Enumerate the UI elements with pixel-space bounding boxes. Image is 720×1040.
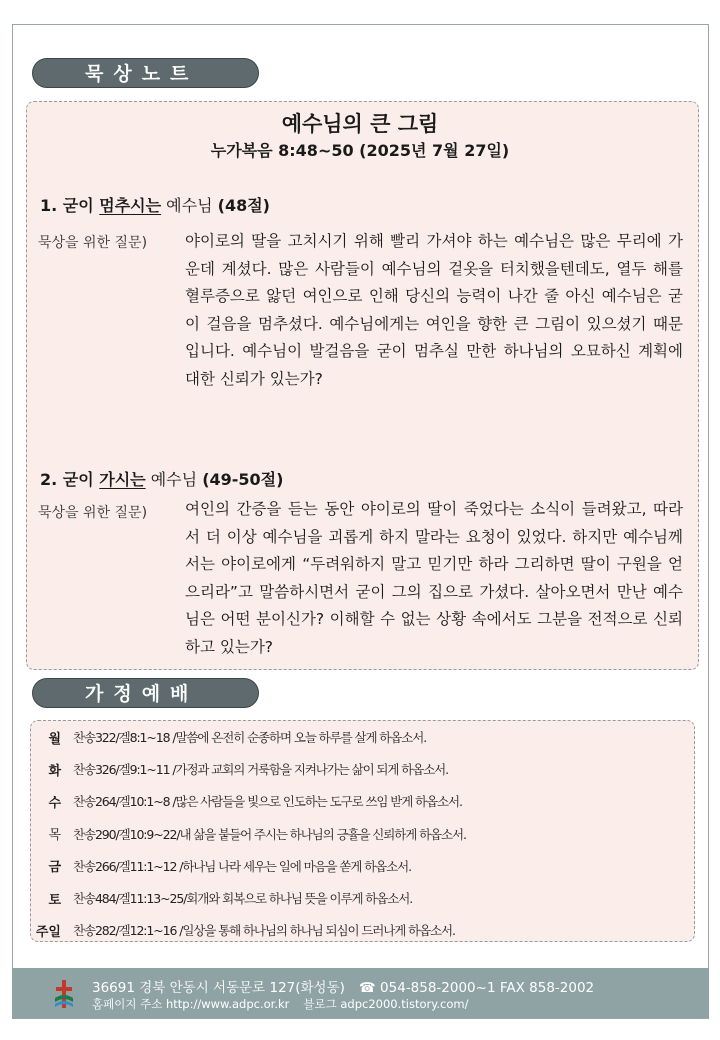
worship-text: 찬송264/겔10:1~8 /많은 사람들을 빛으로 인도하는 도구로 쓰임 받게 하옵소서. bbox=[73, 794, 462, 810]
section-2-suffix: 예수님 bbox=[145, 470, 203, 489]
worship-day: 수 bbox=[48, 795, 61, 811]
blog-link[interactable]: 블로그 adpc2000.tistory.com/ bbox=[303, 997, 469, 1011]
church-phone: ☎ 054-858-2000~1 FAX 858-2002 bbox=[358, 980, 595, 996]
worship-text: 찬송484/겔11:13~25/회개와 회복으로 하나님 뜻을 이루게 하옵소서. bbox=[73, 891, 413, 907]
section-2-question-text: 여인의 간증을 듣는 동안 야이로의 딸이 죽었다는 소식이 들려왔고, 따라서 더 이상 예수님을 괴롭게 하지 말라는 요청이 있었다. 하지만 예수님께서는 야이로에게 “두려워하지 말고 믿기만 하라 그리하면 딸이 구원을 얻으리라”고 말씀하시면서 굳이 그의 집으로 가셨다. 살아오면서 만난 예수님은 어떤 분이신가? 이해할 수 없는 상황 속에서도 그분을 전적으로 신뢰하고 있는가? bbox=[185, 500, 683, 656]
worship-row bbox=[33, 850, 695, 882]
section-2-question-label: 묵상을 위한 질문) bbox=[38, 505, 148, 521]
worship-day: 월 bbox=[48, 731, 61, 747]
footer-contact-line bbox=[92, 976, 594, 996]
church-address: 36691 경북 안동시 서동문로 127(화성동) bbox=[92, 980, 345, 996]
section-1-suffix: 예수님 bbox=[161, 196, 218, 215]
worship-row bbox=[33, 753, 695, 785]
worship-text: 찬송322/겔8:1~18 /말씀에 온전히 순종하며 오늘 하루를 살게 하옵소서. bbox=[73, 730, 427, 746]
meditation-section-label: 묵상노트 bbox=[32, 58, 259, 88]
worship-text: 찬송282/겔12:1~16 /일상을 통해 하나님의 하나님 되심이 드러나게 하옵소서. bbox=[73, 923, 455, 939]
worship-row bbox=[33, 785, 695, 817]
section-1-heading bbox=[40, 193, 270, 216]
worship-row bbox=[33, 914, 695, 946]
family-worship-section-label: 가정예배 bbox=[32, 678, 259, 708]
scripture-reference: 누가복음 8:48~50 (2025년 7월 27일) bbox=[210, 141, 510, 160]
section-2-prefix: 2. 굳이 bbox=[40, 470, 100, 489]
worship-row bbox=[33, 882, 695, 914]
section-1-question-text: 야이로의 딸을 고치시기 위해 빨리 가셔야 하는 예수님은 많은 무리에 가운데 계셨다. 많은 사람들이 예수님의 겉옷을 터치했을텐데도, 열두 해를 혈루증으로 앓던 여인으로 인해 당신의 능력이 나간 줄 아신 예수님은 굳이 걸음을 멈추셨다. 예수님에게는 여인을 향한 큰 그림이 있으셨기 때문입니다. 예수님이 발걸음을 굳이 멈추실 만한 하나님의 오묘하신 계획에 대한 신뢰가 있는가? bbox=[185, 232, 683, 388]
worship-day: 금 bbox=[48, 860, 61, 876]
section-2-verse: (49-50절) bbox=[202, 470, 284, 489]
worship-text: 찬송290/겔10:9~22/내 삶을 붙들어 주시는 하나님의 긍휼을 신뢰하게 하옵소서. bbox=[73, 826, 466, 842]
meditation-title: 예수님의 큰 그림 bbox=[281, 112, 439, 136]
homepage-link[interactable]: 홈페이지 주소 http://www.adpc.or.kr bbox=[92, 997, 290, 1011]
worship-day: 토 bbox=[48, 892, 61, 908]
footer-web-line bbox=[92, 996, 469, 1012]
worship-text: 찬송266/겔11:1~12 /하나님 나라 세우는 일에 마음을 쏟게 하옵소서. bbox=[73, 858, 411, 874]
worship-row bbox=[33, 818, 695, 850]
church-footer bbox=[12, 968, 709, 1018]
section-1-verse: (48절) bbox=[217, 196, 270, 215]
worship-text: 찬송326/겔9:1~11 /가정과 교회의 거룩함을 지켜나가는 삶이 되게 하옵소서. bbox=[73, 762, 449, 778]
section-2-keyword: 가시는 bbox=[99, 470, 146, 489]
family-worship-list bbox=[33, 721, 695, 946]
section-2-heading bbox=[40, 467, 283, 490]
worship-row bbox=[33, 721, 695, 753]
worship-day: 화 bbox=[48, 763, 61, 779]
section-1-keyword: 멈추시는 bbox=[99, 196, 162, 215]
section-1-question-label: 묵상을 위한 질문) bbox=[38, 235, 148, 251]
section-1-prefix: 1. 굳이 bbox=[40, 196, 100, 215]
worship-day: 목 bbox=[48, 828, 61, 844]
worship-day: 주일 bbox=[35, 924, 61, 940]
church-cross-logo-icon bbox=[52, 978, 76, 1010]
